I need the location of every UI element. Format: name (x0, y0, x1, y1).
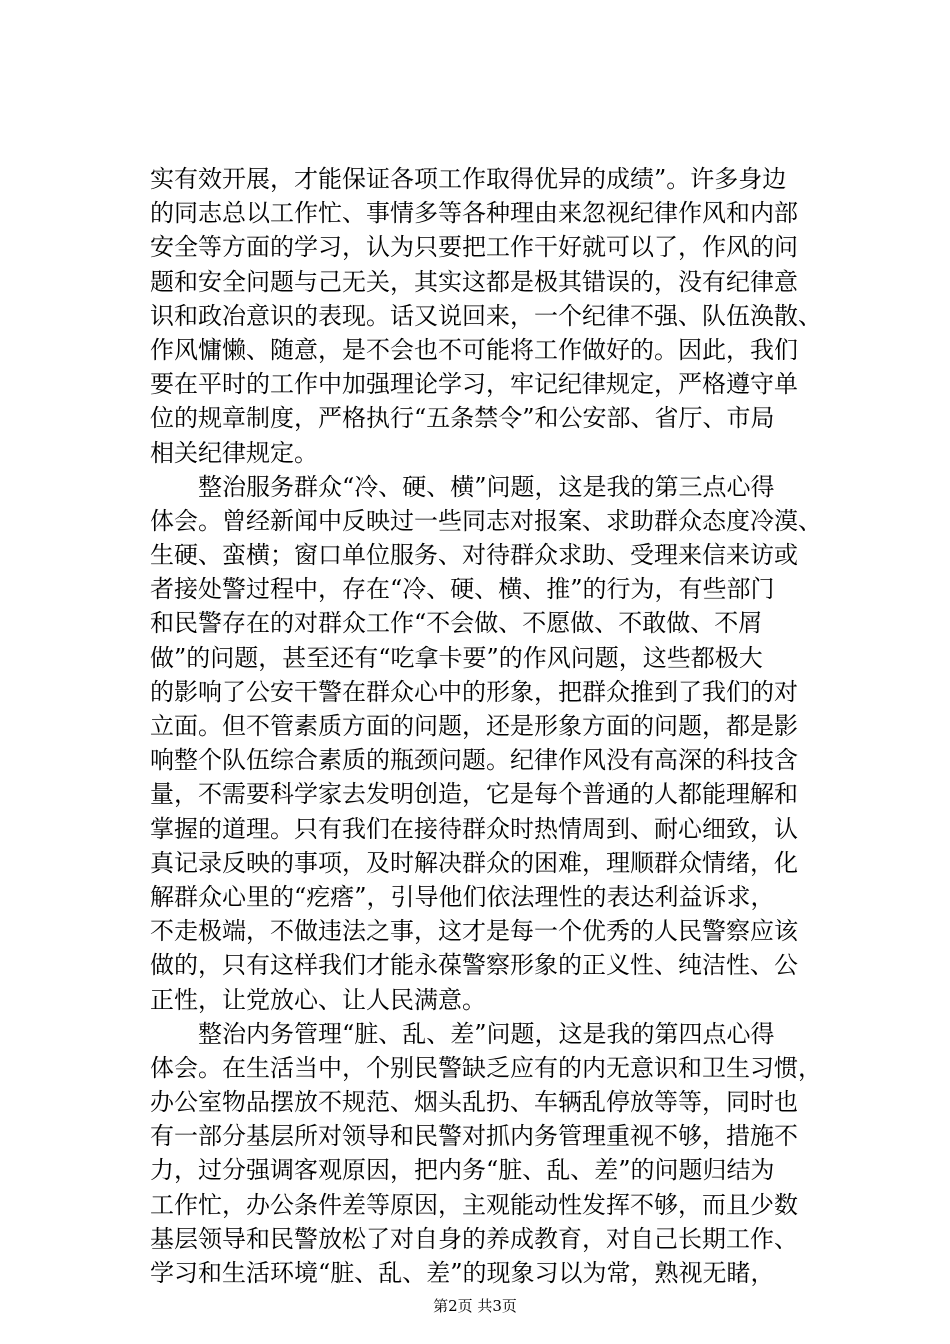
text-line: 相关纪律规定。 (150, 438, 318, 467)
text-line: 掌握的道理。只有我们在接待群众时热情周到、耐心细致，认 (150, 814, 798, 843)
text-line: 位的规章制度，严格执行“五条禁令”和公安部、省厅、市局 (150, 404, 775, 433)
text-line: 正性，让党放心、让人民满意。 (150, 985, 486, 1014)
text-line: 的同志总以工作忙、事情多等各种理由来忽视纪律作风和内部 (150, 199, 798, 228)
text-line: 要在平时的工作中加强理论学习，牢记纪律规定，严格遵守单 (150, 370, 798, 399)
text-line: 者接处警过程中，存在“冷、硬、横、推”的行为，有些部门 (150, 575, 775, 604)
page-footer (0, 1296, 950, 1316)
paragraph (150, 1017, 822, 1291)
text-line: 力，过分强调客观原因，把内务“脏、乱、差”的问题归结为 (150, 1156, 775, 1185)
text-line: 安全等方面的学习，认为只要把工作干好就可以了，作风的问 (150, 233, 798, 262)
text-line: 量，不需要科学家去发明创造，它是每个普通的人都能理解和 (150, 780, 798, 809)
document-body (150, 162, 822, 1290)
text-line: 有一部分基层所对领导和民警对抓内务管理重视不够，措施不 (150, 1122, 798, 1151)
text-line: 学习和生活环境“脏、乱、差”的现象习以为常，熟视无睹， (150, 1259, 775, 1287)
text-line: 解群众心里的“疙瘩”，引导他们依法理性的表达利益诉求， (150, 882, 775, 911)
text-line: 的影响了公安干警在群众心中的形象，把群众推到了我们的对 (150, 677, 798, 706)
text-line: 基层领导和民警放松了对自身的养成教育，对自己长期工作、 (150, 1224, 798, 1253)
text-line: 实有效开展，才能保证各项工作取得优异的成绩”。许多身边 (150, 165, 787, 193)
text-line: 真记录反映的事项，及时解决群众的困难，理顺群众情绪，化 (150, 848, 798, 877)
text-line: 整治内务管理“脏、乱、差”问题，这是我的第四点心得 (198, 1019, 775, 1048)
text-line: 识和政冶意识的表现。话又说回来，一个纪律不强、队伍涣散、 (150, 301, 822, 330)
text-line: 生硬、蛮横；窗口单位服务、对待群众求助、受理来信来访或 (150, 541, 798, 570)
text-line: 体会。曾经新闻中反映过一些同志对报案、求助群众态度冷漠、 (150, 506, 822, 535)
text-line: 题和安全问题与己无关，其实这都是极其错误的，没有纪律意 (150, 267, 798, 296)
text-line: 不走极端，不做违法之事，这才是每一个优秀的人民警察应该 (150, 917, 798, 946)
text-line: 作风慵懒、随意，是不会也不可能将工作做好的。因此，我们 (150, 335, 798, 364)
paragraph (150, 470, 822, 1017)
text-line: 立面。但不管素质方面的问题，还是形象方面的问题，都是影 (150, 712, 798, 740)
text-line: 做的，只有这样我们才能永葆警察形象的正义性、纯洁性、公 (150, 951, 798, 980)
text-line: 办公室物品摆放不规范、烟头乱扔、车辆乱停放等等，同时也 (150, 1088, 798, 1117)
text-line: 工作忙，办公条件差等原因，主观能动性发挥不够，而且少数 (150, 1190, 798, 1219)
page-number: 第2页 共3页 (433, 1297, 517, 1315)
text-line: 做”的问题，甚至还有“吃拿卡要”的作风问题，这些都极大 (150, 643, 763, 672)
text-line: 整治服务群众“冷、硬、横”问题，这是我的第三点心得 (198, 472, 775, 501)
text-line: 响整个队伍综合素质的瓶颈问题。纪律作风没有高深的科技含 (150, 746, 798, 775)
paragraph (150, 162, 822, 470)
text-line: 体会。在生活当中，个别民警缺乏应有的内无意识和卫生习惯， (150, 1053, 822, 1082)
text-line: 和民警存在的对群众工作“不会做、不愿做、不敢做、不屑 (150, 609, 763, 638)
